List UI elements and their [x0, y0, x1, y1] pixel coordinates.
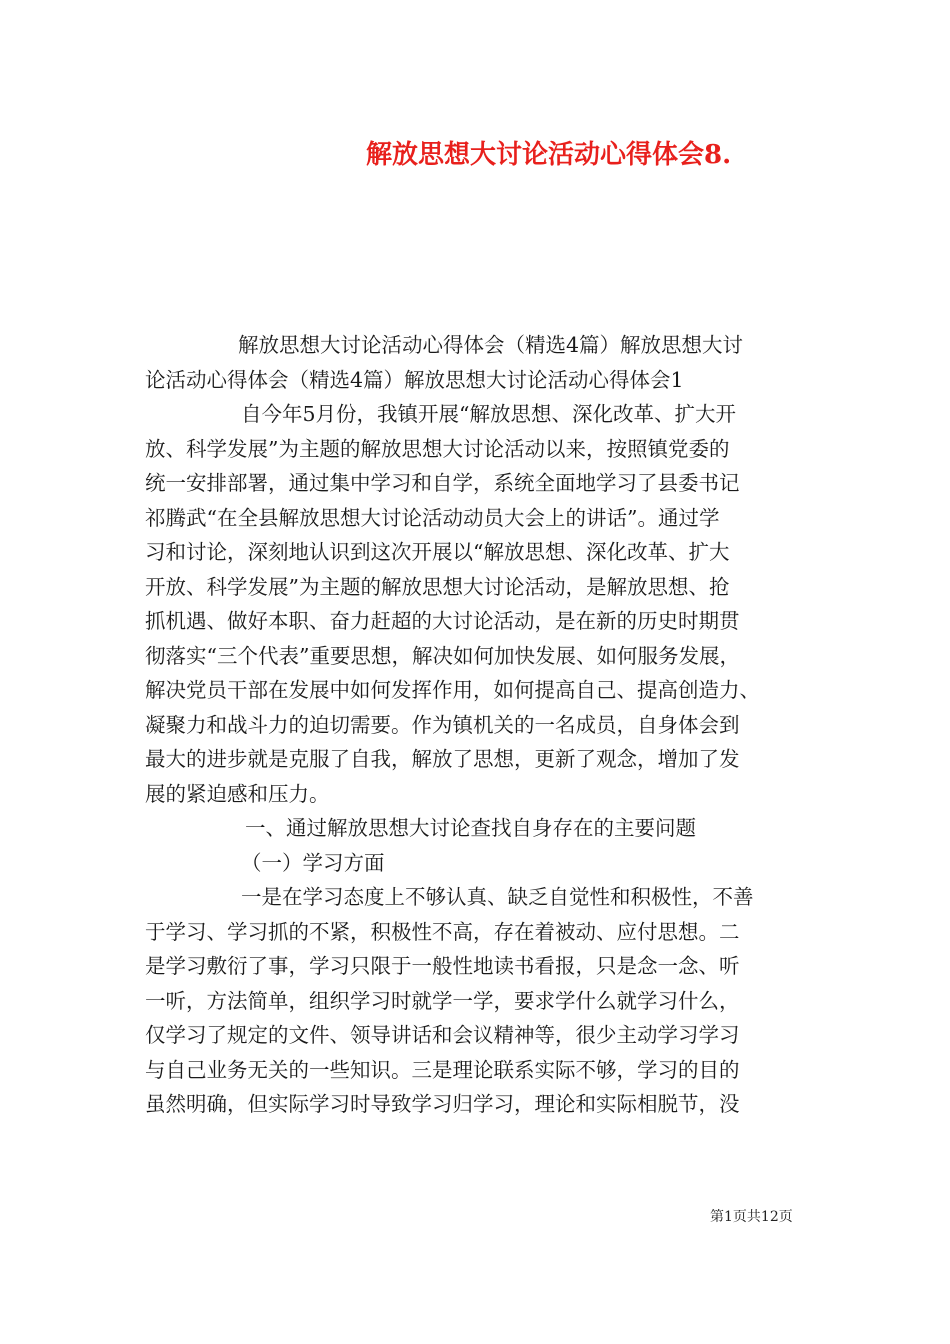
paragraph-line: 最大的进步就是克服了自我，解放了思想，更新了观念，增加了发	[145, 747, 740, 771]
paragraph-line: 于学习、学习抓的不紧，积极性不高，存在着被动、应付思想。二	[145, 919, 740, 944]
paragraph-line: 一是在学习态度上不够认真、缺乏自觉性和积极性，不善	[241, 885, 754, 909]
paragraph-line: 虽然明确，但实际学习时导致学习归学习，理论和实际相脱节，没	[145, 1092, 740, 1116]
paragraph-line: 开放、科学发展”为主题的解放思想大讨论活动，是解放思想、抢	[145, 574, 730, 599]
intro-line: 论活动心得体会（精选4篇）解放思想大讨论活动心得体会1	[145, 367, 684, 392]
paragraph-line: 祁腾武“在全县解放思想大讨论活动动员大会上的讲话”。通过学	[145, 505, 720, 530]
section-heading: 一、通过解放思想大讨论查找自身存在的主要问题	[245, 816, 696, 840]
paragraph-line: 凝聚力和战斗力的迫切需要。作为镇机关的一名成员，自身体会到	[145, 712, 740, 737]
document-body	[145, 328, 815, 1122]
paragraph-line: 一听，方法简单，组织学习时就学一学，要求学什么就学习什么，	[145, 988, 740, 1013]
paragraph-line: 仅学习了规定的文件、领导讲话和会议精神等，很少主动学习学习	[145, 1023, 740, 1047]
document-title: 解放思想大讨论活动心得体会8.	[366, 140, 732, 170]
intro-line: 解放思想大讨论活动心得体会（精选4篇）解放思想大讨	[238, 333, 744, 357]
paragraph-line: 放、科学发展”为主题的解放思想大讨论活动以来，按照镇党委的	[145, 436, 730, 461]
subsection-heading: （一）学习方面	[241, 850, 385, 875]
paragraph-line: 彻落实“三个代表”重要思想，解决如何加快发展、如何服务发展，	[145, 643, 740, 668]
page-number: 第1页共12页	[710, 1209, 793, 1225]
paragraph-line: 与自己业务无关的一些知识。三是理论联系实际不够，学习的目的	[145, 1057, 740, 1082]
paragraph-line: 解决党员干部在发展中如何发挥作用，如何提高自己、提高创造力、	[145, 678, 760, 702]
paragraph-line: 展的紧迫感和压力。	[145, 781, 330, 806]
paragraph-line: 抓机遇、做好本职、奋力赶超的大讨论活动，是在新的历史时期贯	[145, 609, 740, 633]
paragraph-line: 统一安排部署，通过集中学习和自学，系统全面地学习了县委书记	[145, 471, 740, 495]
paragraph-line: 自今年5月份，我镇开展“解放思想、深化改革、扩大开	[241, 402, 737, 426]
paragraph-line: 习和讨论，深刻地认识到这次开展以“解放思想、深化改革、扩大	[145, 540, 730, 564]
paragraph-line: 是学习敷衍了事，学习只限于一般性地读书看报，只是念一念、听	[145, 954, 740, 978]
